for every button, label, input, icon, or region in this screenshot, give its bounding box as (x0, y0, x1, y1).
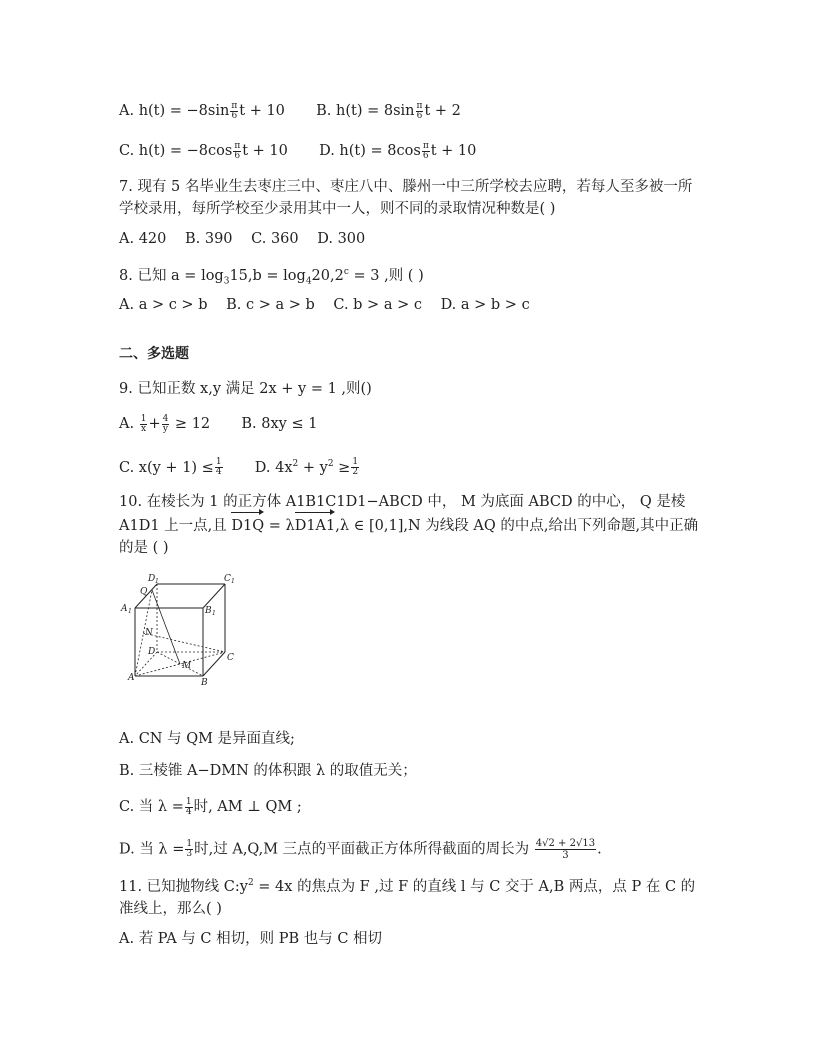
q9-row-ab (119, 413, 317, 435)
q6-row-cd (119, 140, 476, 162)
section-heading-multi-choice: 二、多选题 (119, 346, 189, 362)
q6-option-c: C. h(t) = −8cos $\frac{\pi}{6}$ t + 10 (119, 140, 288, 161)
label-b: B (201, 678, 208, 688)
q10-option-c: C. 当 λ = $\frac{1}{4}$ 时, AM ⊥ QM ; (119, 796, 302, 817)
q9-option-c: C. x(y + 1) ≤ $\frac{1}{4}$ (119, 457, 222, 478)
svg-text:1: 1 (231, 578, 235, 585)
label-c: C (227, 653, 234, 663)
label-b1: B (205, 606, 212, 616)
q8-option-b: B. c > a > b (226, 297, 315, 313)
vector-d1a1: D1A1 (295, 515, 336, 537)
svg-text:1: 1 (155, 578, 159, 585)
q10-option-a: A. CN 与 QM 是异面直线; (119, 731, 295, 747)
vector-d1q: D1Q (231, 515, 264, 537)
q7-option-d: D. 300 (317, 231, 366, 247)
q10-option-d: D. 当 λ = $\frac{1}{3}$ 时,过 A,Q,M 三点的平面截正方体所得截面的周长为 $\frac{4√2 + 2√13}{3}$ . (119, 838, 602, 861)
q8-option-d: D. a > b > c (440, 297, 530, 313)
q6-c-frac: $\frac{\pi}{6}$ (234, 140, 241, 161)
q8-option-a: A. a > c > b (119, 297, 208, 313)
q7-option-a: A. 420 (119, 231, 167, 247)
label-d1: D (148, 574, 156, 584)
q10-option-b: B. 三棱锥 A−DMN 的体积跟 λ 的取值无关； (119, 763, 417, 779)
svg-text:1: 1 (212, 610, 216, 617)
q9-row-cd (119, 453, 360, 479)
q8-options (119, 294, 530, 316)
q10-stem-line2: A1D1 上一点,且 D1Q = λD1A1,λ ∈ [0,1],N 为线段 AQ 的中点,给出下列命题,其中正确 (119, 515, 698, 537)
q6-option-d: D. h(t) = 8cos $\frac{\pi}{6}$ t + 10 (319, 140, 477, 161)
q8-option-c: C. b > a > c (333, 297, 422, 313)
q11-stem: 11. 已知抛物线 $C:y^2 = 4x$ 的焦点为 F ,过 F 的直线 l 与 C 交于 A,B 两点，点 P 在 C 的准线上，那么( ) (119, 878, 696, 917)
q6-a-frac: $\frac{\pi}{6}$ (231, 100, 238, 121)
label-c1: C (224, 574, 231, 584)
q6-option-b: B. h(t) = 8sin $\frac{\pi}{6}$ t + 2 (316, 100, 461, 121)
perimeter-fraction: $\frac{4√2 + 2√13}{3}$ (535, 838, 596, 861)
label-n: N (145, 628, 153, 638)
q9-stem: 9. 已知正数 x,y 满足 2x + y = 1 ,则() (119, 381, 372, 397)
q6-b-frac: $\frac{\pi}{6}$ (416, 100, 423, 121)
q9-option-a: A. $\frac{1}{x}$ + $\frac{4}{y}$ ≥ 12 (119, 413, 211, 434)
label-a: A (128, 673, 135, 683)
q10-stem-line3: 的是 ( ) (119, 540, 169, 556)
q9-option-b: B. 8xy ≤ 1 (241, 416, 318, 432)
q7-option-c: C. 360 (251, 231, 299, 247)
svg-text:1: 1 (128, 608, 132, 615)
q9-option-d: D. $4x^2 + y^2$ ≥ $\frac{1}{2}$ (254, 457, 359, 478)
q6-row-ab (119, 100, 461, 122)
q7-stem: 7. 现有 5 名毕业生去枣庄三中、枣庄八中、滕州一中三所学校去应聘，若每人至多被一所学校录用，每所学校至少录用其中一人，则不同的录取情况种数是( ) (119, 179, 693, 217)
q11-option-a: A. 若 PA 与 C 相切，则 PB 也与 C 相切 (119, 931, 383, 947)
q7-option-b: B. 390 (184, 231, 233, 247)
q10-stem-line1: 10. 在棱长为 1 的正方体 A1B1C1D1−ABCD 中， M 为底面 ABCD 的中心， Q 是棱 (119, 494, 686, 510)
cube-figure (118, 568, 248, 688)
q7-options (119, 228, 365, 250)
q8-stem: 8. 已知 $a = \log_315,b = \log_420,2^c = 3$ ,则 ( ) (119, 267, 424, 287)
label-m: M (182, 661, 192, 671)
label-d: D (148, 647, 156, 657)
q6-d-frac: $\frac{\pi}{6}$ (422, 140, 429, 161)
label-q: Q (140, 587, 148, 597)
label-a1: A (121, 604, 128, 614)
q6-option-a: A. h(t) = −8sin $\frac{\pi}{6}$ t + 10 (119, 100, 285, 121)
